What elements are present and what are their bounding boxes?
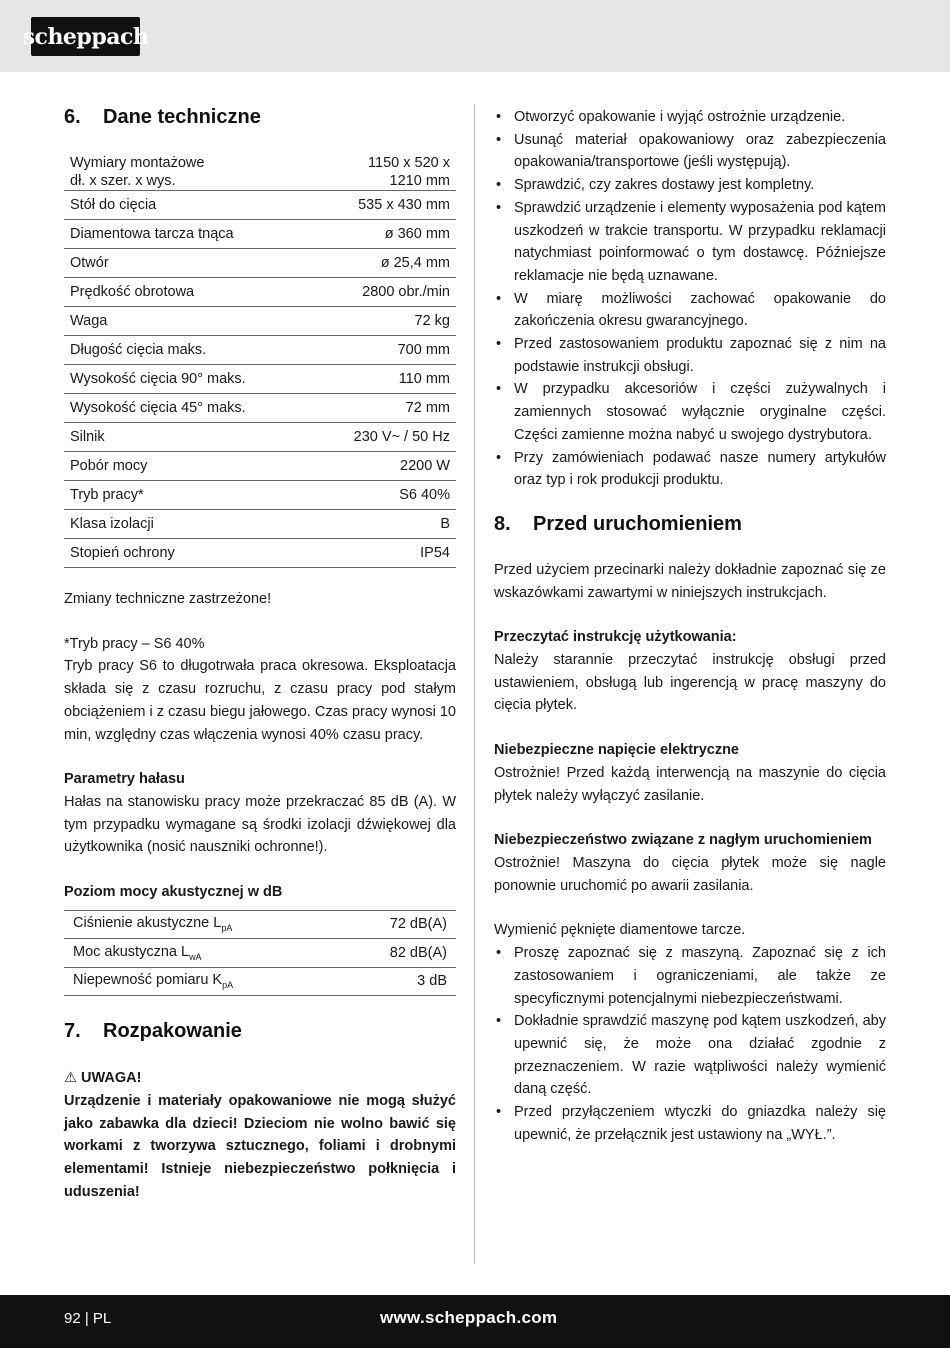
section-number: 6.	[64, 106, 81, 128]
spec-label: Prędkość obrotowa	[64, 278, 313, 307]
voltage-heading: Niebezpieczne napięcie elektryczne	[494, 742, 739, 759]
unpacking-list	[494, 106, 886, 492]
bullet-item: • Przed zastosowaniem produktu zapoznać się z nim na podstawie instrukcji obsługi.	[494, 333, 886, 378]
spec-row	[64, 278, 456, 307]
noise-row	[64, 939, 456, 968]
read-manual-text: Należy starannie przeczytać instrukcję obsługi przed ustawieniem, obsługą lub ingerencją w pracę maszyny do cięcia płytek.	[494, 652, 886, 714]
page-footer	[0, 1295, 950, 1348]
noise-value: 3 dB	[340, 967, 456, 996]
bullet-item: • Proszę zapoznać się z maszyną. Zapoznać się z ich zastosowaniem i ograniczeniami, ale także ze specyficznymi potencjalnymi niebezpieczeństwami.	[494, 942, 886, 1010]
spec-label: Stopień ochrony	[64, 539, 313, 568]
spec-value: 2200 W	[313, 452, 456, 481]
noise-label	[64, 939, 340, 968]
spec-row	[64, 249, 456, 278]
spec-value: 535 x 430 mm	[313, 191, 456, 220]
bullet-item: • Przy zamówieniach podawać nasze numery artykułów oraz typ i rok produkcji produktu.	[494, 447, 886, 492]
spec-value: 2800 obr./min	[313, 278, 456, 307]
warning-label	[64, 1067, 456, 1090]
spec-label: Waga	[64, 307, 313, 336]
spec-value: 72 kg	[313, 307, 456, 336]
spec-value: 230 V~ / 50 Hz	[313, 423, 456, 452]
sound-power-heading: Poziom mocy akustycznej w dB	[64, 884, 283, 901]
left-column	[64, 104, 456, 1203]
spec-value: B	[313, 510, 456, 539]
noise-value: 72 dB(A)	[340, 910, 456, 939]
spec-label: Wysokość cięcia 90° maks.	[64, 365, 313, 394]
noise-label-text: Moc akustyczna L	[73, 943, 190, 960]
noise-value: 82 dB(A)	[340, 939, 456, 968]
mode-title: *Tryb pracy – S6 40%	[64, 635, 205, 652]
mode-text: Tryb pracy S6 to długotrwała praca okresowa. Eksploatacja składa się z czasu rozruchu, z czasu pracy pod stałym obciążeniem i z czasu biegu jałowego. Czas pracy wynosi 10 min, względny czas włączenia wynosi 40% czasu pracy.	[64, 658, 456, 743]
spec-label: Klasa izolacji	[64, 510, 313, 539]
noise-label	[64, 967, 340, 996]
bullet-item: • W miarę możliwości zachować opakowanie do zakończenia okresu gwarancyjnego.	[494, 288, 886, 333]
spec-label: Diamentowa tarcza tnąca	[64, 220, 313, 249]
spec-value: ø 360 mm	[313, 220, 456, 249]
bullet-item: • Przed przyłączeniem wtyczki do gniazdka należy się upewnić, że przełącznik jest ustawiony na „WYŁ.”.	[494, 1101, 886, 1146]
voltage-text: Ostrożnie! Przed każdą interwencją na maszynie do cięcia płytek należy wyłączyć zasilanie.	[494, 764, 886, 804]
changes-note: Zmiany techniczne zastrzeżone!	[64, 591, 272, 607]
restart-text: Ostrożnie! Maszyna do cięcia płytek może się nagle ponownie uruchomić po awarii zasilania.	[494, 854, 886, 894]
column-divider	[474, 104, 475, 1264]
warning-label-text: UWAGA!	[81, 1070, 142, 1087]
spec-row	[64, 307, 456, 336]
section-8-heading	[494, 513, 886, 536]
warning-text: Urządzenie i materiały opakowaniowe nie mogą służyć jako zabawka dla dzieci! Dzieciom nie wolno bawić się workami z tworzywa sztucznego, foliami i drobnymi elementami! Istnieje niebezpieczeństwo połknięcia i uduszenia!	[64, 1092, 456, 1200]
website-link[interactable]: www.scheppach.com	[380, 1308, 558, 1327]
scheppach-logo: scheppach	[31, 17, 140, 56]
spec-value: 72 mm	[313, 394, 456, 423]
spec-label: Długość cięcia maks.	[64, 336, 313, 365]
spec-label: Wymiary montażowe dł. x szer. x wys.	[64, 154, 313, 191]
spec-row	[64, 336, 456, 365]
spec-label: Stół do cięcia	[64, 191, 313, 220]
spec-value: S6 40%	[313, 481, 456, 510]
spec-row	[64, 365, 456, 394]
spec-row	[64, 220, 456, 249]
noise-label-subscript: wA	[189, 951, 202, 962]
noise-label-text: Niepewność pomiaru K	[73, 972, 223, 989]
spec-row	[64, 394, 456, 423]
section-title: Rozpakowanie	[103, 1020, 242, 1043]
spec-label: Silnik	[64, 423, 313, 452]
noise-label-subscript: pA	[222, 980, 234, 991]
spec-row	[64, 481, 456, 510]
noise-label-subscript: pA	[221, 923, 233, 934]
spec-label: Otwór	[64, 249, 313, 278]
noise-heading: Parametry hałasu	[64, 771, 185, 788]
spec-row	[64, 154, 456, 191]
spec-label: Wysokość cięcia 45° maks.	[64, 394, 313, 423]
spec-value: ø 25,4 mm	[313, 249, 456, 278]
section-number: 7.	[64, 1020, 81, 1043]
noise-table	[64, 910, 456, 997]
section-title: Przed uruchomieniem	[533, 512, 742, 535]
spec-value: IP54	[313, 539, 456, 568]
spec-value: 700 mm	[313, 336, 456, 365]
right-column	[494, 106, 886, 1146]
bullet-item: • Otworzyć opakowanie i wyjąć ostrożnie urządzenie.	[494, 106, 886, 129]
section-number: 8.	[494, 512, 511, 535]
replace-text: Wymienić pęknięte diamentowe tarcze.	[494, 922, 746, 939]
before-start-list	[494, 942, 886, 1146]
bullet-item: • Sprawdzić urządzenie i elementy wyposażenia pod kątem uszkodzeń w trakcie transportu. W przypadku reklamacji natychmiast poinformować o tym dostawcę. Późniejsze reklamacje nie będą uznawane.	[494, 197, 886, 288]
section-title: Dane techniczne	[103, 106, 261, 128]
section-7-heading	[64, 1020, 456, 1043]
spec-label: Tryb pracy*	[64, 481, 313, 510]
bullet-item: • Usunąć materiał opakowaniowy oraz zabezpieczenia opakowania/transportowe (jeśli występują).	[494, 129, 886, 174]
bullet-item: • Dokładnie sprawdzić maszynę pod kątem uszkodzeń, aby upewnić się, że może ona działać zgodnie z przeznaczeniem. W razie wątpliwości należy wymienić daną część.	[494, 1010, 886, 1101]
bullet-item: • Sprawdzić, czy zakres dostawy jest kompletny.	[494, 174, 886, 197]
page-header	[0, 0, 950, 72]
warning-triangle-icon: ⚠	[64, 1070, 77, 1087]
read-manual-heading: Przeczytać instrukcję użytkowania:	[494, 629, 737, 646]
noise-row	[64, 967, 456, 996]
spec-row	[64, 539, 456, 568]
spec-value: 110 mm	[313, 365, 456, 394]
spec-value: 1150 x 520 x 1210 mm	[313, 154, 456, 191]
page-number: 92 | PL	[64, 1310, 112, 1327]
spec-label: Pobór mocy	[64, 452, 313, 481]
spec-row	[64, 423, 456, 452]
noise-row	[64, 910, 456, 939]
spec-row	[64, 191, 456, 220]
spec-row	[64, 452, 456, 481]
noise-label	[64, 910, 340, 939]
restart-heading: Niebezpieczeństwo związane z nagłym uruchomieniem	[494, 832, 872, 849]
section-6-heading	[64, 106, 456, 129]
intro-text: Przed użyciem przecinarki należy dokładnie zapoznać się ze wskazówkami zawartymi w niniejszych instrukcjach.	[494, 561, 886, 601]
bullet-item: • W przypadku akcesoriów i części zużywalnych i zamiennych stosować wyłącznie oryginalne części. Części zamienne można nabyć u swojego dystrybutora.	[494, 378, 886, 446]
tech-data-table	[64, 154, 456, 568]
noise-label-text: Ciśnienie akustyczne L	[73, 915, 222, 932]
noise-text: Hałas na stanowisku pracy może przekraczać 85 dB (A). W tym przypadku wymagane są środki izolacji dźwiękowej dla użytkownika (nosić nauszniki ochronne!).	[64, 793, 456, 856]
spec-row	[64, 510, 456, 539]
